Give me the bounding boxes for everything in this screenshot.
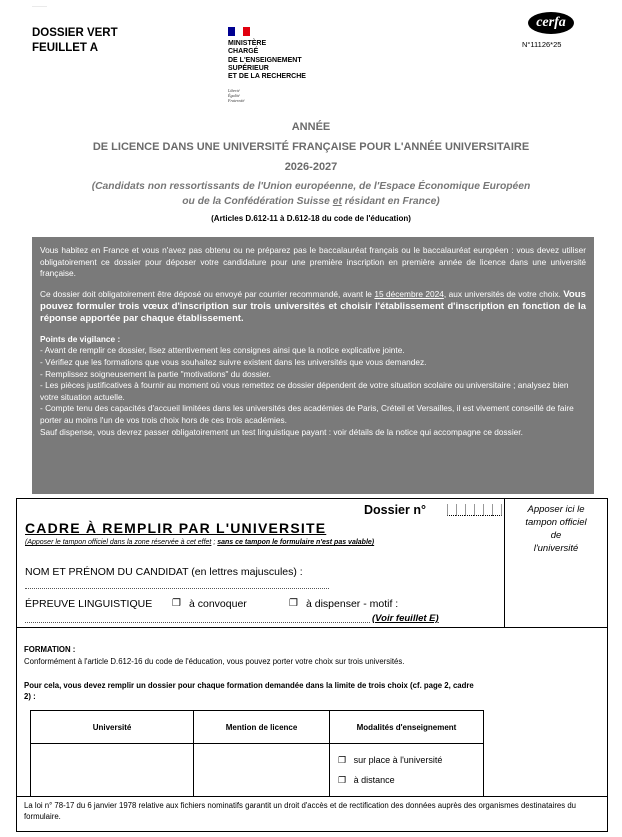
candidate-name-field[interactable]	[25, 588, 329, 589]
form-divider	[16, 627, 608, 628]
title-line-1: ANNÉE	[291, 121, 331, 133]
title-line-3: 2026-2027	[284, 161, 338, 173]
cadre-title: CADRE À REMPLIR PAR L'UNIVERSITE	[25, 520, 327, 536]
vigilance-item: - Compte tenu des capacités d'accueil limitées dans les universités des académies de Paris, Créteil et Versailles, il est vivement conseillé de faire porter au moins l'un de vos trois choix hors de ces trois académies.	[40, 403, 574, 425]
vigilance-item: Sauf dispense, vous devrez passer obligatoirement un test linguistique payant : voir détails de la notice qui accompagne ce dossier.	[40, 426, 523, 437]
ministry-line: ET DE LA RECHERCHE	[228, 73, 306, 81]
modalites-cell	[329, 744, 483, 797]
cerfa-number: N°11126*25	[522, 40, 562, 49]
voir-feuillet-link: (Voir feuillet E)	[372, 613, 439, 624]
notice-paragraph-2: Ce dossier doit obligatoirement être déposé ou envoyé par courrier recommandé, avant le 15 décembre 2024, aux universités de votre choix. Vous pouvez formuler trois vœux d'inscription sur trois universités et choisir l'établissement d'inscription en fonction de la réponse apportée par chaque établissement.	[40, 288, 586, 324]
feuillet-label: FEUILLET A	[32, 42, 99, 54]
stamp-zone	[508, 503, 604, 555]
dossier-vert-label: DOSSIER VERT	[32, 27, 118, 39]
motto-line: Liberté	[228, 88, 240, 93]
ministry-line: MINISTÈRE	[228, 40, 267, 47]
subtitle-line-2: ou de la Confédération Suisse et résidant en France)	[182, 196, 440, 207]
motto-line: Égalité	[228, 93, 240, 98]
notice-paragraph-1: Vous habitez en France et vous n'avez pas obtenu ou ne préparez pas le baccalauréat français ou le baccalauréat européen : vous devez utiliser obligatoirement ce dossier pour déposer votre candidature pour une première inscription en première année de licence dans une université française.	[40, 245, 586, 279]
epreuve-label: ÉPREUVE LINGUISTIQUE	[25, 598, 153, 610]
convoquer-label: à convoquer	[189, 598, 247, 610]
vigilance-item: - Avant de remplir ce dossier, lisez attentivement les consignes ainsi que la notice explicative jointe.	[40, 345, 405, 356]
table-header-row	[31, 711, 484, 744]
university-cell[interactable]	[31, 744, 194, 797]
table-row	[31, 744, 484, 797]
formation-table	[30, 710, 484, 797]
cadre-note: (Apposer le tampon officiel dans la zone réservée à cet effet ; sans ce tampon le formulaire n'est pas valable)	[25, 539, 375, 546]
subtitle-line-1: (Candidats non ressortissants de l'Union européenne, de l'Espace Économique Européen	[91, 181, 531, 192]
table-header-cell: Modalités d'enseignement	[329, 711, 483, 744]
header-left	[32, 26, 118, 56]
stamp-line: tampon officiel	[525, 517, 587, 528]
motto-line: Fraternité	[228, 98, 245, 103]
stamp-divider	[504, 498, 505, 628]
table-header-cell: Université	[31, 711, 194, 744]
notice-box	[32, 237, 594, 494]
vigilance-item: - Vérifiez que les formations que vous souhaitez suivre existent dans les universités que vous demandez.	[40, 356, 427, 367]
title-line-2: DE LICENCE DANS UNE UNIVERSITÉ FRANÇAISE POUR L'ANNÉE UNIVERSITAIRE	[92, 141, 530, 153]
dispenser-label: à dispenser - motif :	[306, 598, 399, 610]
ministry-line: SUPÉRIEUR	[228, 64, 269, 72]
law-notice: La loi n° 78-17 du 6 janvier 1978 relative aux fichiers nominatifs garantit un droit d'accès et de rectification des données auprès des organismes destinataires du formulaire.	[24, 801, 577, 821]
formation-title: FORMATION :	[24, 645, 76, 654]
ministry-line: DE L'ENSEIGNEMENT	[228, 56, 302, 64]
header-small-mark: —————	[32, 4, 47, 8]
republic-motto	[228, 88, 244, 103]
ministry-line: CHARGÉ	[228, 48, 259, 56]
sur-place-label: sur place à l'université	[353, 754, 443, 765]
stamp-line: l'université	[533, 543, 579, 554]
stamp-line: Apposer ici le	[527, 504, 585, 515]
vigilance-item: - Remplissez soigneusement la partie "motivations" du dossier.	[40, 368, 271, 379]
stamp-line: de	[550, 530, 562, 541]
formation-text: Conformément à l'article D.612-16 du code de l'éducation, vous pouvez porter votre choix sur trois universités.	[24, 657, 405, 666]
ministry-name	[228, 40, 348, 81]
mention-cell[interactable]	[194, 744, 330, 797]
formation-instruction: Pour cela, vous devez remplir un dossier pour chaque formation demandée dans la limite de trois choix (cf. page 2, cadre 2) :	[24, 681, 474, 701]
a-distance-label: à distance	[353, 774, 395, 785]
articles-reference: (Articles D.612-11 à D.612-18 du code de l'éducation)	[211, 214, 411, 223]
vigilance-list	[40, 345, 586, 438]
dispenser-checkbox[interactable]: ❐	[289, 598, 298, 609]
vigilance-title: Points de vigilance :	[40, 333, 121, 344]
cerfa-logo: cerfa	[528, 12, 574, 34]
sur-place-checkbox[interactable]: ❐	[337, 754, 347, 765]
candidate-name-label: NOM ET PRÉNOM DU CANDIDAT (en lettres majuscules) :	[25, 566, 303, 578]
a-distance-checkbox[interactable]: ❐	[337, 774, 347, 785]
table-header-cell: Mention de licence	[194, 711, 330, 744]
dossier-number-boxes[interactable]	[447, 504, 502, 516]
marianne-flag-icon	[228, 27, 250, 36]
dossier-number-label: Dossier n°	[364, 503, 426, 517]
vigilance-item: - Les pièces justificatives à fournir au moment où vous remettez ce dossier dépendent de votre situation scolaire ou universitaire ; analysez bien votre situation actuelle.	[40, 380, 569, 402]
convoquer-checkbox[interactable]: ❐	[172, 598, 181, 609]
motif-field[interactable]	[25, 622, 370, 623]
